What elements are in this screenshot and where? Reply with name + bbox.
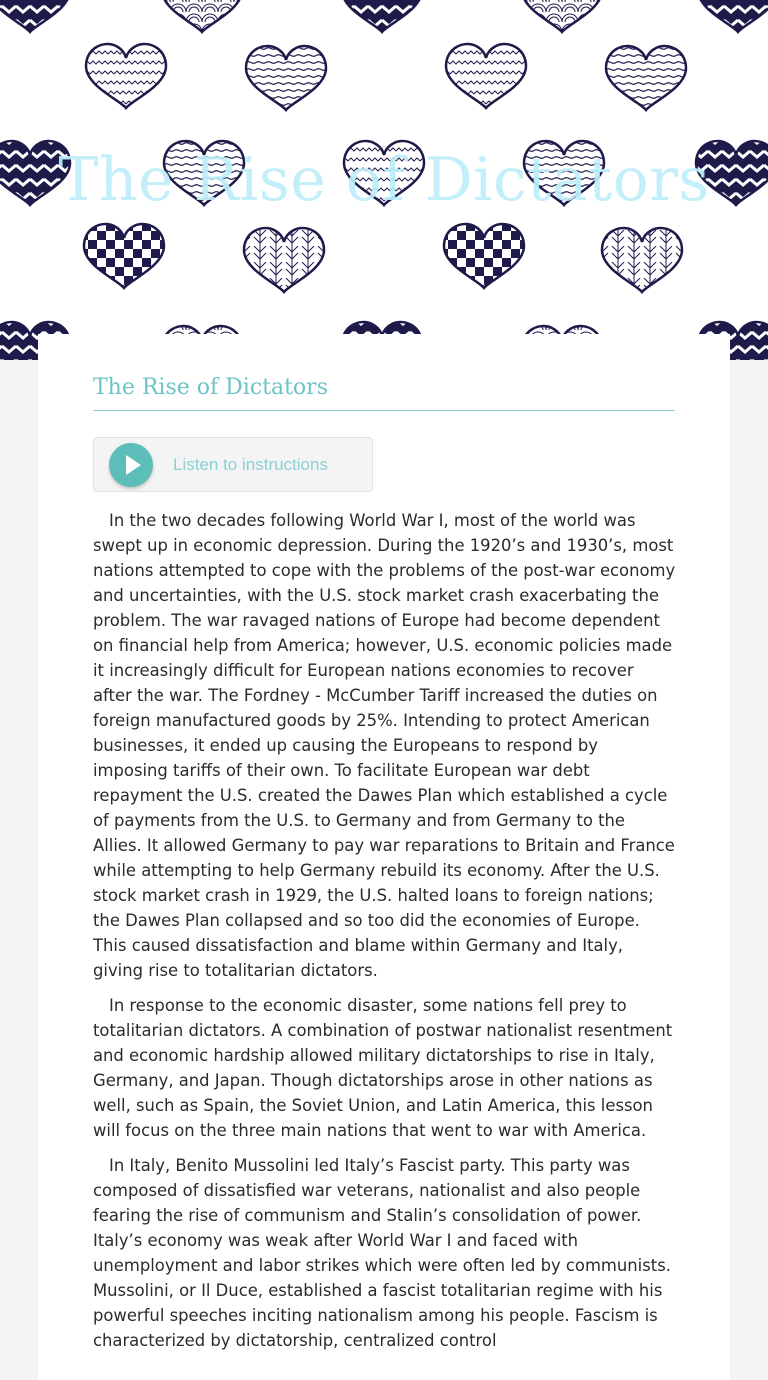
- banner-title: The Rise of Dictators: [58, 145, 710, 215]
- header-banner: [0, 0, 768, 360]
- listen-instructions-button[interactable]: [93, 437, 373, 492]
- lesson-paragraph: In response to the economic disaster, some nations fell prey to totalitarian dictators. A combination of postwar nationalist resentment and economic hardship allowed military dictatorships to rise in Italy, Germany, and Japan. Though dictatorships arose in other nations as well, such as Spain, the Soviet Union, and Latin America, this lesson will focus on the three main nations that went to war with America.: [93, 996, 673, 1140]
- lesson-text: [93, 508, 677, 1363]
- lesson-paragraph: In the two decades following World War I, most of the world was swept up in economic depression. During the 1920’s and 1930’s, most nations attempted to cope with the problems of the post-war economy and uncertainties, with the U.S. stock market crash exacerbating the problem. The war ravaged nations of Europe had become dependent on financial help from America; however, U.S. economic policies made it increasingly difficult for European nations economies to recover after the war. The Fordney - McCumber Tariff increased the duties on foreign manufactured goods by 25%. Intending to protect American businesses, it ended up causing the Europeans to respond by imposing tariffs of their own. To facilitate European war debt repayment the U.S. created the Dawes Plan which established a cycle of payments from the U.S. to Germany and from Germany to the Allies. It allowed Germany to pay war reparations to Britain and France while attempting to help Germany rebuild its economy. After the U.S. stock market crash in 1929, the U.S. halted loans to foreign nations; the Dawes Plan collapsed and so too did the economies of Europe. This caused dissatisfaction and blame within Germany and Italy, giving rise to totalitarian dictators.: [93, 511, 676, 980]
- page-title: The Rise of Dictators: [93, 370, 675, 411]
- lesson-paragraph: In Italy, Benito Mussolini led Italy’s Fascist party. This party was composed of dissatisfied war veterans, nationalist and also people fearing the rise of communism and Stalin’s consolidation of power. Italy’s economy was weak after World War I and faced with unemployment and labor strikes which were often led by communists. Mussolini, or Il Duce, established a fascist totalitarian regime with his powerful speeches inciting nationalism among his people. Fascism is characterized by dictatorship, centralized control: [93, 1156, 671, 1350]
- play-icon[interactable]: [109, 443, 153, 487]
- listen-instructions-label: Listen to instructions: [173, 455, 328, 474]
- worksheet-card: [38, 334, 730, 1380]
